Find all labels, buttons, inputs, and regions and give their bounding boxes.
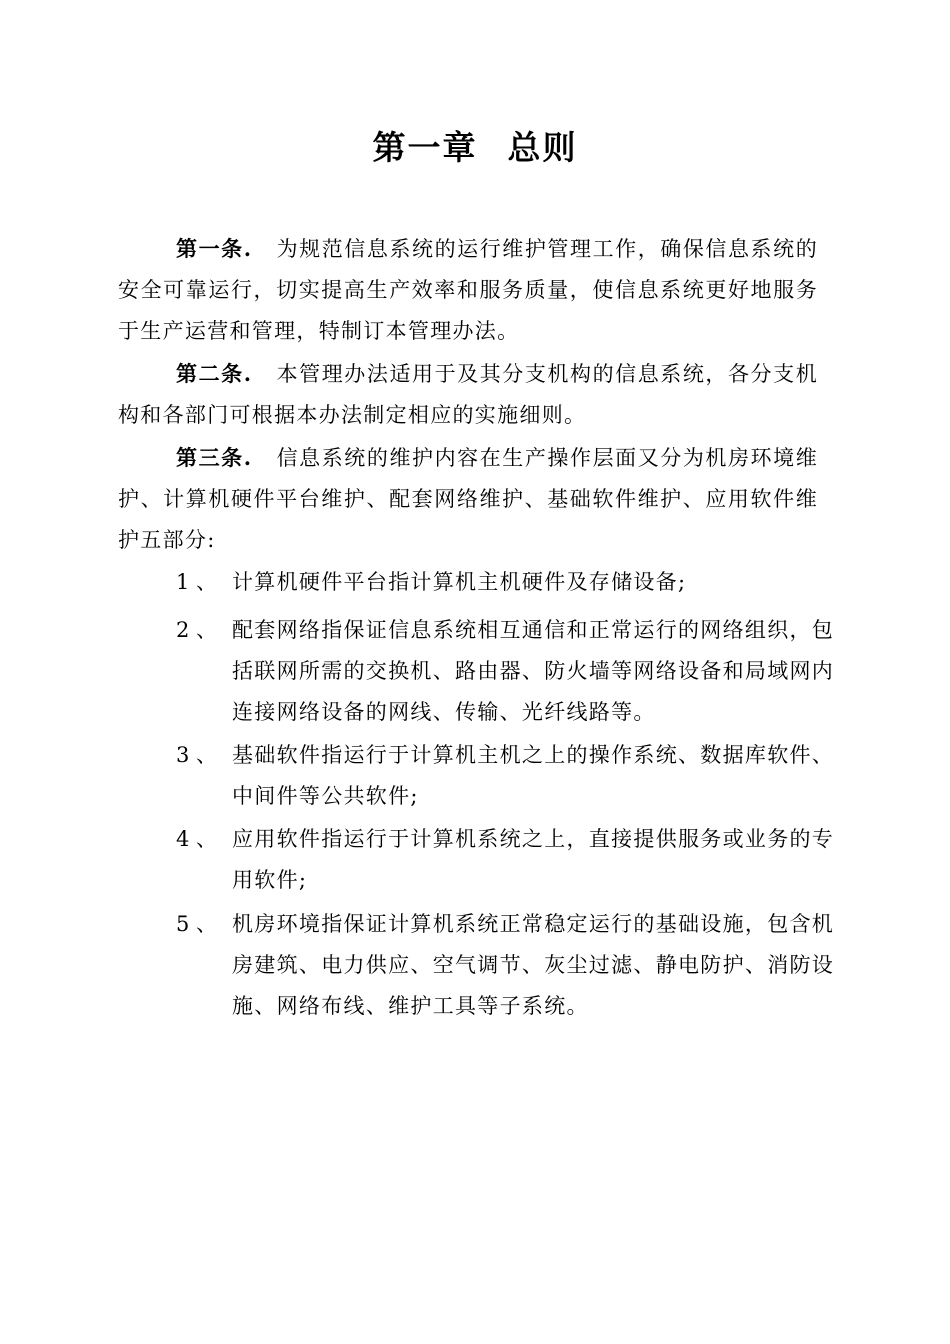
article-3 — [118, 437, 818, 561]
article-1 — [118, 228, 818, 352]
list-item-4 — [176, 819, 856, 901]
list-item-text: 计算机硬件平台指计算机主机硬件及存储设备; — [232, 570, 687, 594]
list-item-2 — [176, 610, 856, 733]
chapter-number: 第一章 — [372, 128, 478, 167]
list-item-text: 配套网络指保证信息系统相互通信和正常运行的网络组织，包括联网所需的交换机、路由器、防火墙等网络设备和局域网内连接网络设备的网线、传输、光纤线路等。 — [232, 618, 835, 724]
chapter-title — [0, 122, 950, 174]
list-item-number: 2 、 — [176, 618, 218, 642]
list-item-number: 1 、 — [176, 570, 218, 594]
list-item-text: 机房环境指保证计算机系统正常稳定运行的基础设施，包含机房建筑、电力供应、空气调节、灰尘过滤、静电防护、消防设施、网络布线、维护工具等子系统。 — [232, 912, 835, 1018]
article-label: 第三条. — [176, 445, 253, 470]
list-item-text: 应用软件指运行于计算机系统之上，直接提供服务或业务的专用软件; — [232, 827, 835, 892]
list-item-text: 基础软件指运行于计算机主机之上的操作系统、数据库软件、中间件等公共软件; — [232, 743, 835, 808]
article-label: 第二条. — [176, 361, 253, 386]
list-item-number: 5 、 — [176, 912, 218, 936]
article-text: 信息系统的维护内容在生产操作层面又分为机房环境维护、计算机硬件平台维护、配套网络维护、基础软件维护、应用软件维护五部分: — [118, 446, 818, 552]
article-label: 第一条. — [176, 236, 253, 261]
article-2 — [118, 353, 818, 436]
article-text: 为规范信息系统的运行维护管理工作，确保信息系统的安全可靠运行，切实提高生产效率和服务质量，使信息系统更好地服务于生产运营和管理，特制订本管理办法。 — [118, 237, 818, 343]
list-item-1 — [176, 562, 856, 603]
article-text: 本管理办法适用于及其分支机构的信息系统，各分支机构和各部门可根据本办法制定相应的实施细则。 — [118, 362, 818, 427]
chapter-name: 总则 — [507, 128, 578, 167]
list-item-number: 4 、 — [176, 827, 218, 851]
list-item-5 — [176, 904, 856, 1027]
list-item-3 — [176, 735, 856, 817]
list-item-number: 3 、 — [176, 743, 218, 767]
